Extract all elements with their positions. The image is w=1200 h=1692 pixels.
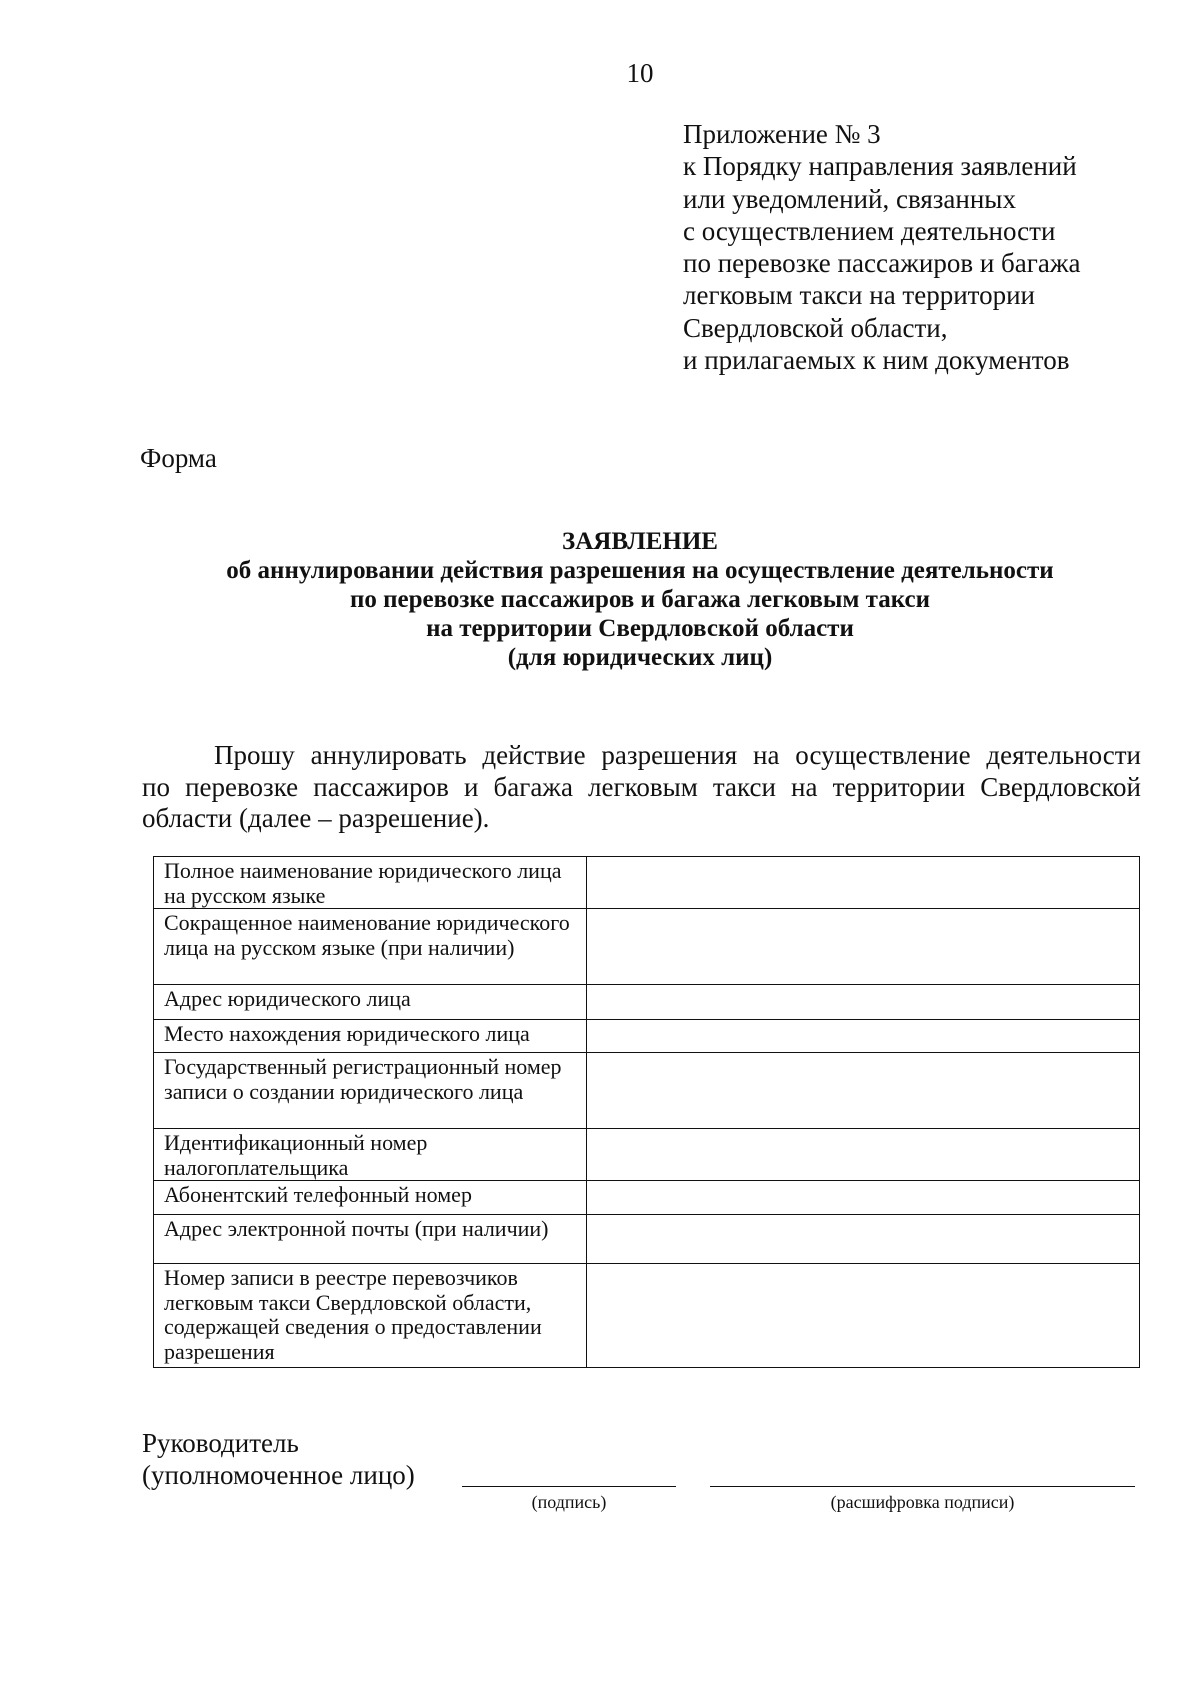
appendix-line: по перевозке пассажиров и багажа <box>683 248 1081 279</box>
row-label: Номер записи в реестре перевозчиков легковым такси Свердловской области, содержащей сведения о предоставлении разрешения <box>154 1264 587 1368</box>
table-row <box>154 985 1140 1020</box>
row-value-field[interactable] <box>587 1215 1140 1264</box>
appendix-line: легковым такси на территории <box>683 280 1036 311</box>
row-value-field[interactable] <box>587 1053 1140 1129</box>
signer-line: Руководитель <box>142 1428 299 1458</box>
form-label: Форма <box>140 443 217 473</box>
signer-line: (уполномоченное лицо) <box>142 1460 415 1490</box>
row-label: Государственный регистрационный номер записи о создании юридического лица <box>154 1053 587 1129</box>
appendix-line: к Порядку направления заявлений <box>683 151 1077 182</box>
title-line: (для юридических лиц) <box>507 644 773 671</box>
appendix-line: с осуществлением деятельности <box>683 215 1056 246</box>
row-label: Абонентский телефонный номер <box>154 1181 587 1215</box>
row-value-field[interactable] <box>587 1129 1140 1181</box>
signature-decryption-line[interactable] <box>710 1486 1135 1487</box>
row-label: Сокращенное наименование юридического лица на русском языке (при наличии) <box>154 909 587 985</box>
table-row <box>154 1264 1140 1368</box>
table-row <box>154 1215 1140 1264</box>
row-value-field[interactable] <box>587 1020 1140 1053</box>
table-row <box>154 909 1140 985</box>
appendix-line: и прилагаемых к ним документов <box>683 345 1070 376</box>
document-title <box>140 527 1140 672</box>
table-row <box>154 1020 1140 1053</box>
paragraph-line: Прошу аннулировать действие разрешения на осуществление деятельности <box>214 740 1141 770</box>
table-row <box>154 857 1140 909</box>
appendix-line: Свердловской области, <box>683 312 948 343</box>
signature-caption: (подпись) <box>531 1492 607 1512</box>
row-label: Адрес электронной почты (при наличии) <box>154 1215 587 1264</box>
row-value-field[interactable] <box>587 909 1140 985</box>
row-value-field[interactable] <box>587 985 1140 1020</box>
paragraph-line: по перевозке пассажиров и багажа легковым такси на территории Свердловской <box>142 771 1141 802</box>
row-label: Место нахождения юридического лица <box>154 1020 587 1053</box>
row-value-field[interactable] <box>587 857 1140 909</box>
request-paragraph <box>142 740 1141 835</box>
appendix-line: или уведомлений, связанных <box>683 183 1016 214</box>
title-line: по перевозке пассажиров и багажа легковым такси <box>349 586 931 613</box>
decryption-caption: (расшифровка подписи) <box>830 1492 1015 1512</box>
page-number: 10 <box>626 58 654 88</box>
table-row <box>154 1053 1140 1129</box>
row-value-field[interactable] <box>587 1181 1140 1215</box>
title-line: ЗАЯВЛЕНИЕ <box>562 528 718 555</box>
table-row <box>154 1129 1140 1181</box>
appendix-line: Приложение № 3 <box>683 119 881 149</box>
row-label: Адрес юридического лица <box>154 985 587 1020</box>
title-line: об аннулировании действия разрешения на осуществление деятельности <box>226 557 1054 584</box>
applicant-info-table <box>153 856 1140 1368</box>
title-line: на территории Свердловской области <box>426 615 854 642</box>
row-value-field[interactable] <box>587 1264 1140 1368</box>
row-label: Идентификационный номер налогоплательщика <box>154 1129 587 1181</box>
row-label: Полное наименование юридического лица на русском языке <box>154 857 587 909</box>
paragraph-line: области (далее – разрешение). <box>142 803 490 833</box>
appendix-header <box>683 118 1080 376</box>
table-row <box>154 1181 1140 1215</box>
signature-line[interactable] <box>462 1486 676 1487</box>
signer-label <box>142 1427 415 1491</box>
